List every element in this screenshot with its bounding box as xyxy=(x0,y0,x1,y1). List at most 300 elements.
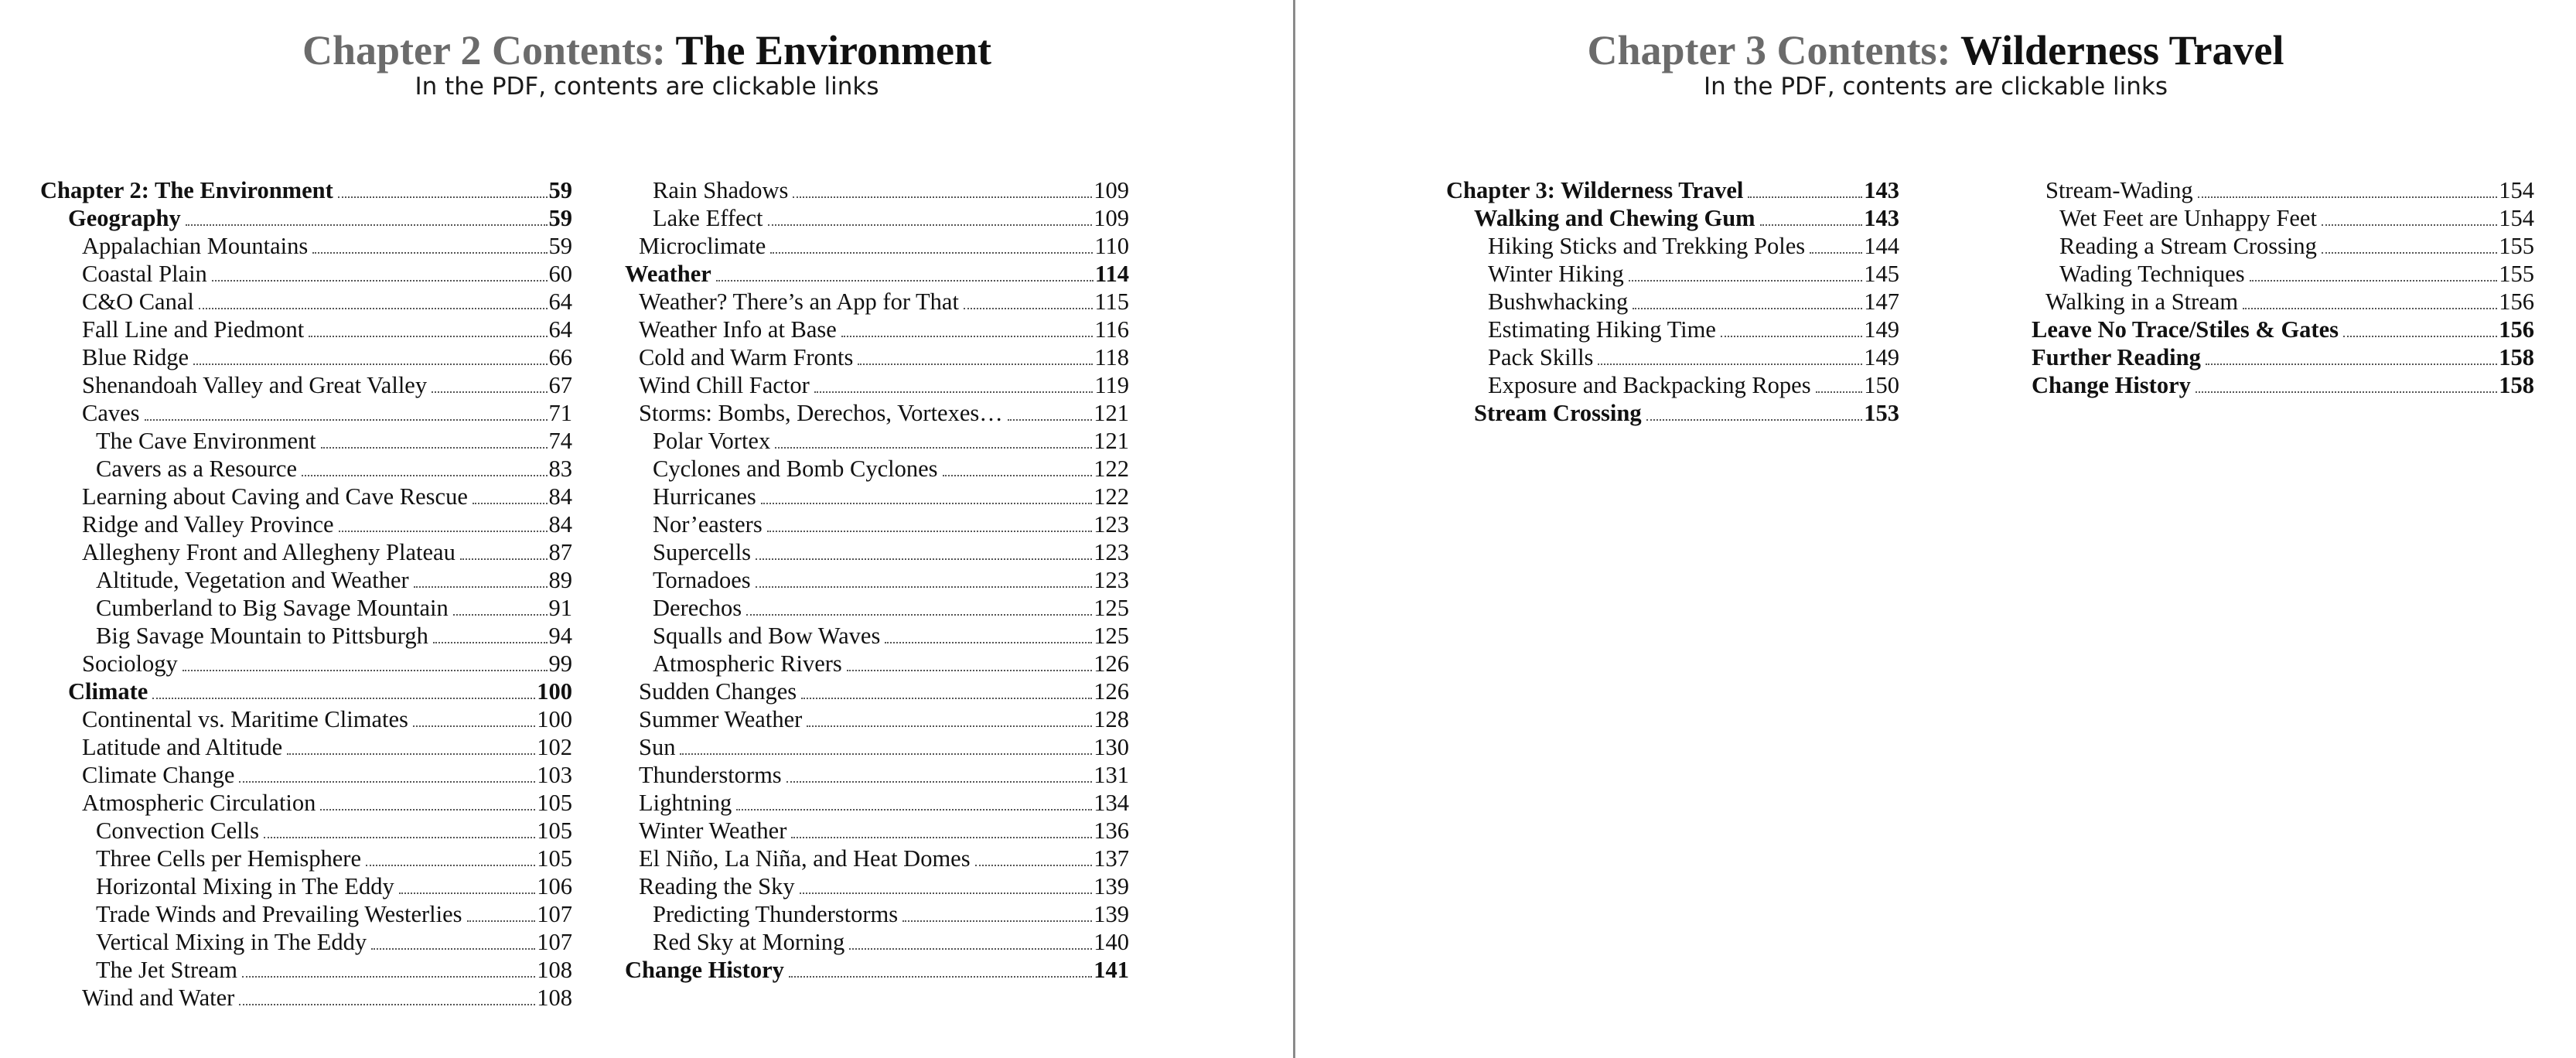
toc-entry-title: Lake Effect xyxy=(653,205,763,231)
dot-leader xyxy=(432,391,547,393)
toc-entry-link[interactable] xyxy=(40,928,572,956)
dot-leader xyxy=(885,642,1092,643)
toc-column-1 xyxy=(1446,176,1899,427)
dot-leader xyxy=(2322,224,2497,226)
toc-entry-link[interactable] xyxy=(40,845,572,872)
toc-entry-page-number: 122 xyxy=(1094,483,1129,510)
toc-entry-title: Chapter 2: The Environment xyxy=(40,177,333,203)
toc-entry-page-number: 107 xyxy=(537,901,572,927)
toc-entry-title: Derechos xyxy=(653,595,742,621)
toc-entry-title: Geography xyxy=(68,205,181,231)
dot-leader xyxy=(2322,252,2497,254)
toc-entry-title: Allegheny Front and Allegheny Plateau xyxy=(82,539,455,565)
toc-entry-link[interactable] xyxy=(1446,204,1899,232)
toc-entry-link[interactable] xyxy=(625,928,1129,956)
toc-entry-page-number: 116 xyxy=(1094,316,1129,343)
toc-entry-link[interactable] xyxy=(2032,260,2534,288)
toc-entry-title: Sun xyxy=(639,734,676,760)
dot-leader xyxy=(756,586,1093,588)
toc-entry-title: Supercells xyxy=(653,539,752,565)
dot-leader xyxy=(841,336,1094,337)
toc-entry-page-number: 139 xyxy=(1094,901,1129,927)
toc-entry-title: Horizontal Mixing in The Eddy xyxy=(96,873,394,899)
toc-entry-title: Climate xyxy=(68,678,148,705)
dot-leader xyxy=(902,920,1092,922)
toc-entry-title: Stream-Wading xyxy=(2045,177,2193,203)
toc-entry-title: Trade Winds and Prevailing Westerlies xyxy=(96,901,462,927)
page-subtitle: In the PDF, contents are clickable links xyxy=(415,73,879,101)
toc-entry-link[interactable] xyxy=(40,427,572,455)
dot-leader xyxy=(849,948,1092,950)
dot-leader xyxy=(212,280,548,282)
toc-entry-link[interactable] xyxy=(40,622,572,650)
toc-entry-link[interactable] xyxy=(625,455,1129,483)
toc-entry-page-number: 59 xyxy=(548,177,572,203)
toc-entry-title: Hurricanes xyxy=(653,483,756,510)
dot-leader xyxy=(453,614,548,616)
toc-entry-page-number: 155 xyxy=(2499,261,2534,287)
toc-entry-link[interactable] xyxy=(40,204,572,232)
toc-entry-title: Fall Line and Piedmont xyxy=(82,316,305,343)
toc-entry-link[interactable] xyxy=(625,483,1129,510)
toc-entry-link[interactable] xyxy=(625,399,1129,427)
dot-leader xyxy=(460,558,548,560)
toc-entry-page-number: 156 xyxy=(2499,288,2534,315)
dot-leader xyxy=(264,837,535,838)
dot-leader xyxy=(2343,336,2497,337)
dot-leader xyxy=(1810,252,1862,254)
toc-entry-title: Cavers as a Resource xyxy=(96,456,297,482)
toc-entry-title: Ridge and Valley Province xyxy=(82,511,334,538)
toc-entry-page-number: 134 xyxy=(1094,790,1129,816)
toc-entry-page-number: 108 xyxy=(537,957,572,983)
toc-entry-page-number: 153 xyxy=(1864,400,1899,426)
toc-entry-page-number: 106 xyxy=(537,873,572,899)
dot-leader xyxy=(1816,391,1863,393)
dot-leader xyxy=(761,503,1092,504)
toc-entry-title: Change History xyxy=(625,957,784,983)
toc-entry-page-number: 59 xyxy=(548,233,572,259)
toc-entry-link[interactable] xyxy=(40,566,572,594)
toc-entry-title: Tornadoes xyxy=(653,567,751,593)
toc-entry-title: Reading a Stream Crossing xyxy=(2059,233,2317,259)
toc-entry-link[interactable] xyxy=(625,956,1129,984)
toc-entry-title: Further Reading xyxy=(2032,344,2201,370)
toc-entry-link[interactable] xyxy=(40,232,572,260)
right-page xyxy=(1295,0,2576,1058)
title-prefix: Chapter 2 Contents: xyxy=(302,27,676,73)
toc-entry-title: Learning about Caving and Cave Rescue xyxy=(82,483,468,510)
toc-entry-title: Weather? There’s an App for That xyxy=(639,288,959,315)
dot-leader xyxy=(793,196,1092,198)
toc-entry-link[interactable] xyxy=(2032,176,2534,204)
toc-entry-link[interactable] xyxy=(625,427,1129,455)
toc-entry-link[interactable] xyxy=(625,733,1129,761)
dot-leader xyxy=(964,308,1093,309)
dot-leader xyxy=(371,948,535,950)
toc-entry-link[interactable] xyxy=(1446,176,1899,204)
toc-entry-title: Nor’easters xyxy=(653,511,763,538)
toc-entry-link[interactable] xyxy=(40,705,572,733)
toc-entry-page-number: 100 xyxy=(537,706,572,732)
toc-entry-link[interactable] xyxy=(40,956,572,984)
dot-leader xyxy=(338,196,548,198)
dot-leader xyxy=(399,892,536,894)
toc-entry-title: Sociology xyxy=(82,650,178,677)
toc-entry-link[interactable] xyxy=(1446,371,1899,399)
toc-entry-title: The Jet Stream xyxy=(96,957,237,983)
dot-leader xyxy=(789,976,1092,978)
toc-entry-title: Continental vs. Maritime Climates xyxy=(82,706,408,732)
dot-leader xyxy=(242,976,535,978)
toc-entry-link[interactable] xyxy=(40,288,572,316)
toc-entry-link[interactable] xyxy=(2032,343,2534,371)
toc-entry-page-number: 145 xyxy=(1864,261,1899,287)
dot-leader xyxy=(309,336,547,337)
toc-entry-link[interactable] xyxy=(625,288,1129,316)
toc-entry-page-number: 105 xyxy=(537,817,572,844)
toc-entry-title: Squalls and Bow Waves xyxy=(653,623,881,649)
toc-entry-page-number: 83 xyxy=(548,456,572,482)
toc-entry-page-number: 130 xyxy=(1094,734,1129,760)
toc-entry-title: Three Cells per Hemisphere xyxy=(96,845,361,872)
toc-entry-link[interactable] xyxy=(625,371,1129,399)
dot-leader xyxy=(756,558,1092,560)
toc-entry-link[interactable] xyxy=(40,316,572,343)
dot-leader xyxy=(287,753,535,755)
toc-entry-page-number: 122 xyxy=(1094,456,1129,482)
toc-entry-link[interactable] xyxy=(40,817,572,845)
toc-entry-link[interactable] xyxy=(1446,316,1899,343)
dot-leader xyxy=(736,809,1092,811)
toc-entry-title: Latitude and Altitude xyxy=(82,734,283,760)
dot-leader xyxy=(1008,419,1092,421)
dot-leader xyxy=(770,252,1093,254)
dot-leader xyxy=(2250,280,2498,282)
toc-entry-title: Coastal Plain xyxy=(82,261,207,287)
toc-entry-page-number: 114 xyxy=(1094,261,1129,287)
dot-leader xyxy=(145,419,548,421)
toc-entry-title: Chapter 3: Wilderness Travel xyxy=(1446,177,1744,203)
toc-entry-link[interactable] xyxy=(1446,232,1899,260)
toc-entry-page-number: 126 xyxy=(1094,678,1129,705)
toc-entry-link[interactable] xyxy=(625,594,1129,622)
dot-leader xyxy=(467,920,536,922)
toc-entry-link[interactable] xyxy=(40,677,572,705)
toc-entry-link[interactable] xyxy=(625,872,1129,900)
dot-leader xyxy=(2206,363,2497,365)
title-prefix: Chapter 3 Contents: xyxy=(1587,27,1961,73)
toc-entry-page-number: 89 xyxy=(548,567,572,593)
toc-entry-link[interactable] xyxy=(40,538,572,566)
toc-entry-page-number: 87 xyxy=(548,539,572,565)
dot-leader xyxy=(1748,196,1862,198)
toc-entry-link[interactable] xyxy=(40,789,572,817)
dot-leader xyxy=(807,725,1092,727)
dot-leader xyxy=(768,224,1093,226)
toc-entry-title: Wading Techniques xyxy=(2059,261,2245,287)
dot-leader xyxy=(183,670,548,671)
toc-entry-title: Stream Crossing xyxy=(1474,400,1642,426)
toc-entry-link[interactable] xyxy=(40,371,572,399)
dot-leader xyxy=(152,698,535,699)
toc-entry-link[interactable] xyxy=(40,984,572,1012)
dot-leader xyxy=(1760,224,1863,226)
toc-entry-link[interactable] xyxy=(625,622,1129,650)
toc-entry-title: Polar Vortex xyxy=(653,428,771,454)
toc-entry-link[interactable] xyxy=(625,705,1129,733)
toc-entry-link[interactable] xyxy=(40,733,572,761)
toc-entry-link[interactable] xyxy=(1446,288,1899,316)
toc-entry-page-number: 119 xyxy=(1094,372,1129,398)
dot-leader xyxy=(199,308,548,309)
dot-leader xyxy=(1646,419,1863,421)
toc-entry-page-number: 64 xyxy=(548,316,572,343)
toc-entry-page-number: 99 xyxy=(548,650,572,677)
toc-entry-link[interactable] xyxy=(40,399,572,427)
toc-entry-page-number: 141 xyxy=(1094,957,1129,983)
toc-entry-link[interactable] xyxy=(40,761,572,789)
toc-entry-link[interactable] xyxy=(40,594,572,622)
toc-entry-page-number: 84 xyxy=(548,511,572,538)
dot-leader xyxy=(339,531,548,532)
toc-entry-link[interactable] xyxy=(2032,288,2534,316)
toc-entry-link[interactable] xyxy=(40,455,572,483)
toc-entry-link[interactable] xyxy=(1446,260,1899,288)
toc-entry-page-number: 121 xyxy=(1094,400,1129,426)
toc-entry-page-number: 154 xyxy=(2499,177,2534,203)
toc-entry-link[interactable] xyxy=(40,260,572,288)
dot-leader xyxy=(791,837,1092,838)
toc-entry-link[interactable] xyxy=(625,260,1129,288)
toc-entry-title: Summer Weather xyxy=(639,706,803,732)
dot-leader xyxy=(413,725,535,727)
toc-entry-title: Wind Chill Factor xyxy=(639,372,810,398)
toc-entry-title: Cold and Warm Fronts xyxy=(639,344,854,370)
toc-entry-title: Shenandoah Valley and Great Valley xyxy=(82,372,428,398)
toc-entry-link[interactable] xyxy=(625,204,1129,232)
toc-entry-title: Wind and Water xyxy=(82,985,235,1011)
toc-entry-title: Exposure and Backpacking Ropes xyxy=(1488,372,1811,398)
toc-entry-title: Thunderstorms xyxy=(639,762,782,788)
toc-entry-link[interactable] xyxy=(625,677,1129,705)
toc-entry-link[interactable] xyxy=(2032,316,2534,343)
toc-entry-title: Weather xyxy=(625,261,711,287)
toc-entry-title: Atmospheric Rivers xyxy=(653,650,842,677)
toc-entry-page-number: 59 xyxy=(548,205,572,231)
toc-entry-title: Predicting Thunderstorms xyxy=(653,901,899,927)
toc-entry-page-number: 123 xyxy=(1094,567,1129,593)
toc-entry-page-number: 84 xyxy=(548,483,572,510)
toc-entry-link[interactable] xyxy=(40,176,572,204)
toc-entry-link[interactable] xyxy=(625,510,1129,538)
dot-leader xyxy=(239,1004,535,1005)
dot-leader xyxy=(943,475,1093,476)
toc-entry-page-number: 67 xyxy=(548,372,572,398)
dot-leader xyxy=(473,503,548,504)
toc-entry-link[interactable] xyxy=(625,538,1129,566)
dot-leader xyxy=(775,447,1092,449)
toc-entry-title: Estimating Hiking Time xyxy=(1488,316,1716,343)
toc-entry-title: Vertical Mixing in The Eddy xyxy=(96,929,367,955)
dot-leader xyxy=(716,280,1094,282)
toc-entry-link[interactable] xyxy=(2032,371,2534,399)
toc-entry-page-number: 150 xyxy=(1864,372,1899,398)
toc-entry-page-number: 74 xyxy=(548,428,572,454)
toc-column-1 xyxy=(40,176,572,1012)
toc-entry-title: Change History xyxy=(2032,372,2191,398)
toc-entry-link[interactable] xyxy=(625,343,1129,371)
toc-entry-page-number: 125 xyxy=(1094,623,1129,649)
toc-entry-title: Winter Hiking xyxy=(1488,261,1624,287)
toc-entry-page-number: 109 xyxy=(1094,205,1129,231)
toc-entry-page-number: 60 xyxy=(548,261,572,287)
toc-entry-link[interactable] xyxy=(40,650,572,677)
toc-entry-title: Altitude, Vegetation and Weather xyxy=(96,567,409,593)
toc-entry-link[interactable] xyxy=(40,483,572,510)
toc-entry-page-number: 115 xyxy=(1094,288,1129,315)
dot-leader xyxy=(320,809,535,811)
dot-leader xyxy=(414,586,548,588)
toc-entry-title: Convection Cells xyxy=(96,817,259,844)
toc-entry-page-number: 137 xyxy=(1094,845,1129,872)
toc-entry-link[interactable] xyxy=(625,232,1129,260)
toc-entry-title: Sudden Changes xyxy=(639,678,797,705)
toc-entry-title: Weather Info at Base xyxy=(639,316,837,343)
toc-entry-page-number: 125 xyxy=(1094,595,1129,621)
toc-entry-title: Climate Change xyxy=(82,762,235,788)
toc-entry-title: Microclimate xyxy=(639,233,766,259)
toc-entry-link[interactable] xyxy=(1446,343,1899,371)
toc-entry-title: Winter Weather xyxy=(639,817,787,844)
toc-entry-page-number: 139 xyxy=(1094,873,1129,899)
toc-entry-page-number: 66 xyxy=(548,344,572,370)
dot-leader xyxy=(193,363,547,365)
toc-entry-title: Cumberland to Big Savage Mountain xyxy=(96,595,449,621)
toc-entry-link[interactable] xyxy=(625,900,1129,928)
toc-entry-page-number: 154 xyxy=(2499,205,2534,231)
dot-leader xyxy=(746,614,1092,616)
toc-entry-title: Reading the Sky xyxy=(639,873,795,899)
toc-entry-title: Rain Shadows xyxy=(653,177,789,203)
toc-entry-page-number: 94 xyxy=(548,623,572,649)
dot-leader xyxy=(858,363,1093,365)
toc-entry-link[interactable] xyxy=(625,566,1129,594)
dot-leader xyxy=(302,475,548,476)
dot-leader xyxy=(801,698,1092,699)
toc-entry-title: Storms: Bombs, Derechos, Vortexes… xyxy=(639,400,1003,426)
dot-leader xyxy=(2196,391,2497,393)
toc-entry-page-number: 105 xyxy=(537,845,572,872)
toc-entry-page-number: 156 xyxy=(2499,316,2534,343)
toc-entry-link[interactable] xyxy=(625,176,1129,204)
toc-entry-link[interactable] xyxy=(2032,204,2534,232)
toc-entry-link[interactable] xyxy=(40,343,572,371)
toc-entry-title: Red Sky at Morning xyxy=(653,929,845,955)
toc-entry-page-number: 71 xyxy=(548,400,572,426)
toc-entry-link[interactable] xyxy=(2032,232,2534,260)
toc-entry-title: Walking and Chewing Gum xyxy=(1474,205,1755,231)
dot-leader xyxy=(975,865,1093,866)
toc-entry-page-number: 107 xyxy=(537,929,572,955)
dot-leader xyxy=(366,865,535,866)
toc-entry-title: Hiking Sticks and Trekking Poles xyxy=(1488,233,1806,259)
toc-column-2 xyxy=(625,176,1129,984)
toc-entry-link[interactable] xyxy=(625,845,1129,872)
dot-leader xyxy=(321,447,548,449)
dot-leader xyxy=(186,224,548,226)
dot-leader xyxy=(312,252,547,254)
toc-entry-page-number: 121 xyxy=(1094,428,1129,454)
title-chapter-name: Wilderness Travel xyxy=(1960,27,2284,73)
toc-entry-page-number: 158 xyxy=(2499,344,2534,370)
dot-leader xyxy=(786,781,1093,783)
dot-leader xyxy=(767,531,1093,532)
toc-entry-link[interactable] xyxy=(40,872,572,900)
toc-entry-page-number: 149 xyxy=(1864,344,1899,370)
toc-entry-page-number: 100 xyxy=(537,678,572,705)
toc-entry-link[interactable] xyxy=(625,316,1129,343)
toc-entry-link[interactable] xyxy=(1446,399,1899,427)
toc-entry-title: Wet Feet are Unhappy Feet xyxy=(2059,205,2317,231)
dot-leader xyxy=(847,670,1092,671)
toc-entry-title: Atmospheric Circulation xyxy=(82,790,316,816)
toc-entry-page-number: 144 xyxy=(1864,233,1899,259)
toc-entry-title: Blue Ridge xyxy=(82,344,189,370)
toc-entry-page-number: 147 xyxy=(1864,288,1899,315)
dot-leader xyxy=(800,892,1093,894)
toc-entry-link[interactable] xyxy=(625,650,1129,677)
dot-leader xyxy=(1721,336,1862,337)
dot-leader xyxy=(239,781,535,783)
toc-entry-page-number: 136 xyxy=(1094,817,1129,844)
toc-entry-link[interactable] xyxy=(625,761,1129,789)
toc-column-2 xyxy=(2032,176,2534,399)
toc-entry-page-number: 105 xyxy=(537,790,572,816)
dot-leader xyxy=(814,391,1094,393)
toc-entry-page-number: 103 xyxy=(537,762,572,788)
dot-leader xyxy=(2198,196,2498,198)
toc-entry-page-number: 143 xyxy=(1864,205,1899,231)
toc-entry-title: El Niño, La Niña, and Heat Domes xyxy=(639,845,971,872)
dot-leader xyxy=(1598,363,1862,365)
toc-entry-page-number: 118 xyxy=(1094,344,1129,370)
toc-entry-page-number: 91 xyxy=(548,595,572,621)
toc-entry-title: Cyclones and Bomb Cyclones xyxy=(653,456,938,482)
toc-entry-page-number: 64 xyxy=(548,288,572,315)
toc-entry-page-number: 158 xyxy=(2499,372,2534,398)
toc-entry-page-number: 128 xyxy=(1094,706,1129,732)
toc-entry-page-number: 149 xyxy=(1864,316,1899,343)
toc-entry-title: Walking in a Stream xyxy=(2045,288,2239,315)
toc-entry-page-number: 123 xyxy=(1094,539,1129,565)
toc-entry-page-number: 123 xyxy=(1094,511,1129,538)
toc-entry-page-number: 131 xyxy=(1094,762,1129,788)
toc-entry-link[interactable] xyxy=(40,900,572,928)
toc-entry-title: Leave No Trace/Stiles & Gates xyxy=(2032,316,2339,343)
dot-leader xyxy=(1633,308,1862,309)
toc-entry-page-number: 155 xyxy=(2499,233,2534,259)
toc-entry-page-number: 108 xyxy=(537,985,572,1011)
page-subtitle: In the PDF, contents are clickable links xyxy=(1703,73,2168,101)
toc-entry-title: Bushwhacking xyxy=(1488,288,1629,315)
toc-entry-link[interactable] xyxy=(625,817,1129,845)
toc-entry-title: Appalachian Mountains xyxy=(82,233,309,259)
toc-entry-link[interactable] xyxy=(625,789,1129,817)
toc-entry-link[interactable] xyxy=(40,510,572,538)
toc-entry-page-number: 102 xyxy=(537,734,572,760)
dot-leader xyxy=(2243,308,2497,309)
